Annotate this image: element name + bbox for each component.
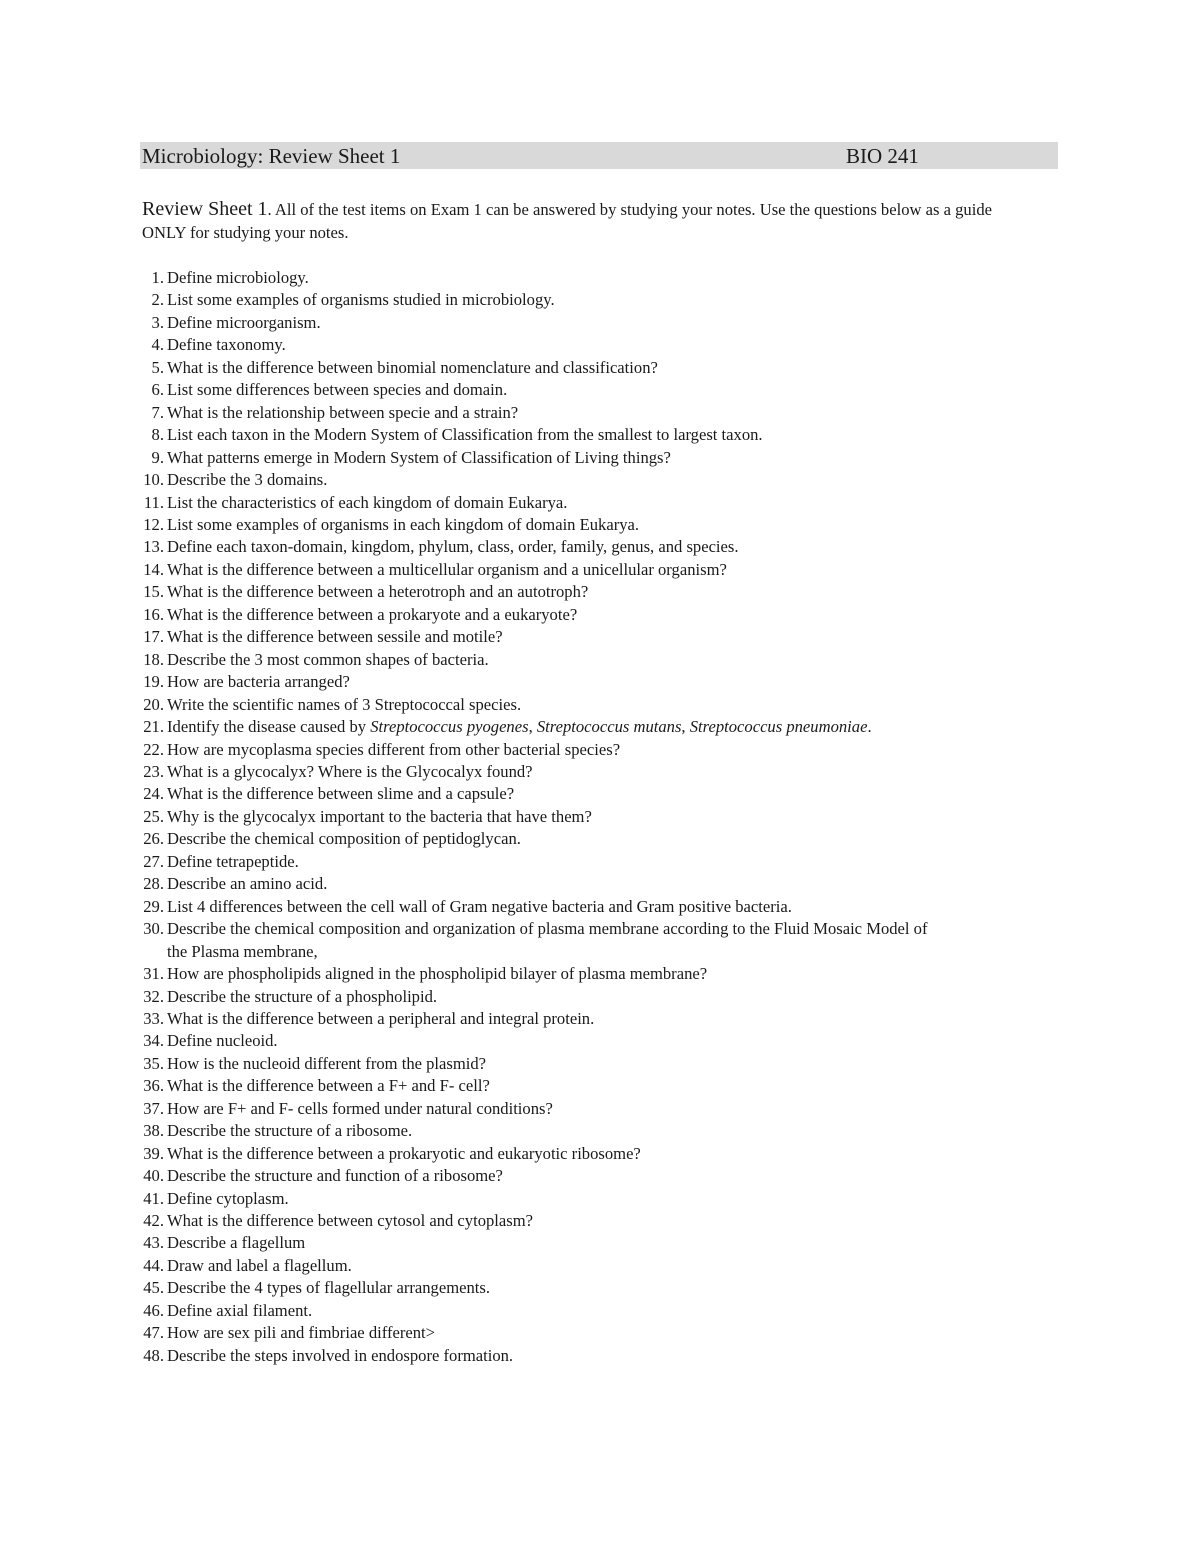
question-text: What patterns emerge in Modern System of Classification of Living things? — [167, 447, 671, 467]
question-number: 25. — [143, 806, 164, 826]
question-item — [0, 1053, 1200, 1075]
question-number: 17. — [143, 627, 164, 647]
question-item — [0, 514, 1200, 536]
question-number: 33. — [143, 1008, 164, 1028]
species-name: Streptococcus pneumoniae — [689, 717, 868, 737]
question-text: Define nucleoid. — [167, 1031, 278, 1051]
question-item — [0, 828, 1200, 850]
question-item — [0, 604, 1200, 626]
question-number: 4. — [151, 335, 164, 355]
question-text: Why is the glycocalyx important to the bacteria that have them? — [167, 806, 592, 826]
question-item — [0, 1165, 1200, 1187]
question-item — [0, 1075, 1200, 1097]
question-number: 22. — [143, 739, 164, 759]
question-item — [0, 1255, 1200, 1277]
question-text: What is the difference between a peripheral and integral protein. — [167, 1008, 595, 1028]
intro-lead: Review Sheet 1 — [142, 198, 268, 220]
question-text: What is the difference between sessile and motile? — [167, 627, 503, 647]
question-item — [0, 469, 1200, 491]
question-text: How are mycoplasma species different from other bacterial species? — [167, 739, 621, 759]
question-item — [0, 626, 1200, 648]
question-item — [0, 357, 1200, 379]
question-item — [0, 424, 1200, 446]
question-text: List 4 differences between the cell wall of Gram negative bacteria and Gram positive bacteria. — [167, 896, 792, 916]
question-number: 47. — [143, 1323, 164, 1343]
question-item — [0, 761, 1200, 783]
question-text: Describe the structure and function of a ribosome? — [167, 1166, 503, 1186]
question-text-part: , — [528, 717, 537, 737]
question-number: 24. — [143, 784, 164, 804]
question-number: 39. — [143, 1143, 164, 1163]
question-item — [0, 783, 1200, 805]
question-item — [0, 289, 1200, 311]
question-item — [0, 334, 1200, 356]
question-item — [0, 312, 1200, 334]
question-number: 20. — [143, 694, 164, 714]
question-number: 10. — [143, 470, 164, 490]
question-number: 16. — [143, 604, 164, 624]
question-item — [0, 1120, 1200, 1142]
question-item — [0, 694, 1200, 716]
course-code: BIO 241 — [846, 144, 919, 168]
question-text: List each taxon in the Modern System of Classification from the smallest to largest taxon. — [167, 425, 763, 445]
question-text: What is the difference between cytosol and cytoplasm? — [167, 1211, 534, 1231]
question-item — [0, 1143, 1200, 1165]
question-number: 3. — [151, 312, 164, 332]
question-text: What is the difference between a multicellular organism and a unicellular organism? — [167, 559, 727, 579]
question-text: What is the difference between slime and a capsule? — [167, 784, 515, 804]
question-number: 43. — [143, 1233, 164, 1253]
question-item — [0, 1210, 1200, 1232]
question-item — [0, 873, 1200, 895]
question-item — [0, 918, 1200, 963]
question-text: How are phospholipids aligned in the phospholipid bilayer of plasma membrane? — [167, 964, 708, 984]
question-text: What is a glycocalyx? Where is the Glycocalyx found? — [167, 761, 533, 781]
question-number: 28. — [143, 874, 164, 894]
intro-paragraph — [142, 198, 1032, 244]
question-item — [0, 986, 1200, 1008]
question-text: Describe a flagellum — [167, 1233, 306, 1253]
question-text: What is the relationship between specie and a strain? — [167, 402, 519, 422]
question-number: 14. — [143, 559, 164, 579]
question-number: 5. — [151, 357, 164, 377]
question-list — [0, 267, 1200, 1367]
question-number: 46. — [143, 1300, 164, 1320]
question-number: 12. — [143, 514, 164, 534]
question-number: 38. — [143, 1121, 164, 1141]
question-number: 13. — [143, 537, 164, 557]
question-text: Describe the 3 most common shapes of bacteria. — [167, 649, 489, 669]
question-item — [0, 896, 1200, 918]
question-item — [0, 379, 1200, 401]
question-number: 45. — [143, 1278, 164, 1298]
question-text-part: Identify the disease caused by — [167, 717, 371, 737]
question-text-part: , — [681, 717, 690, 737]
question-item — [0, 1008, 1200, 1030]
question-text: Define taxonomy. — [167, 335, 286, 355]
question-item — [0, 1300, 1200, 1322]
question-text: What is the difference between a prokaryote and a eukaryote? — [167, 604, 578, 624]
question-item — [0, 1188, 1200, 1210]
question-text: List the characteristics of each kingdom of domain Eukarya. — [167, 492, 568, 512]
question-item — [0, 1232, 1200, 1254]
question-number: 41. — [143, 1188, 164, 1208]
question-text: What is the difference between binomial nomenclature and classification? — [167, 357, 658, 377]
question-number: 2. — [151, 290, 164, 310]
question-text: Define tetrapeptide. — [167, 851, 299, 871]
question-text: What is the difference between a prokaryotic and eukaryotic ribosome? — [167, 1143, 641, 1163]
question-text: What is the difference between a heterotroph and an autotroph? — [167, 582, 589, 602]
question-item — [0, 581, 1200, 603]
question-number: 23. — [143, 761, 164, 781]
question-item — [0, 1345, 1200, 1367]
question-number: 8. — [151, 425, 164, 445]
question-text: List some examples of organisms studied in microbiology. — [167, 290, 555, 310]
question-item — [0, 447, 1200, 469]
question-text: How are bacteria arranged? — [167, 672, 350, 692]
question-item — [0, 536, 1200, 558]
question-number: 27. — [143, 851, 164, 871]
question-number: 29. — [143, 896, 164, 916]
question-text: How are F+ and F- cells formed under natural conditions? — [167, 1098, 553, 1118]
question-item — [0, 739, 1200, 761]
question-number: 37. — [143, 1098, 164, 1118]
question-number: 15. — [143, 582, 164, 602]
question-number: 18. — [143, 649, 164, 669]
question-text-part: . — [867, 717, 872, 737]
question-item — [0, 671, 1200, 693]
intro-text: . All of the test items on Exam 1 can be answered by studying your notes. Use the questions below as a guide ONLY for studying your notes. — [142, 200, 992, 242]
species-name: Streptococcus pyogenes — [370, 717, 529, 737]
question-number: 42. — [143, 1211, 164, 1231]
question-text: What is the difference between a F+ and F- cell? — [167, 1076, 490, 1096]
question-item — [0, 492, 1200, 514]
question-number: 31. — [143, 964, 164, 984]
question-text: List some differences between species and domain. — [167, 380, 508, 400]
question-item — [0, 1322, 1200, 1344]
question-text: Define cytoplasm. — [167, 1188, 289, 1208]
page-title: Microbiology: Review Sheet 1 — [142, 144, 401, 168]
question-text — [167, 716, 947, 738]
question-text: Define each taxon-domain, kingdom, phylum, class, order, family, genus, and species. — [167, 537, 739, 557]
question-text: Write the scientific names of 3 Streptococcal species. — [167, 694, 522, 714]
question-number: 36. — [143, 1076, 164, 1096]
question-text: Describe the structure of a ribosome. — [167, 1121, 413, 1141]
question-item — [0, 851, 1200, 873]
question-item — [0, 1098, 1200, 1120]
question-number: 35. — [143, 1053, 164, 1073]
question-item — [0, 1277, 1200, 1299]
question-text: Define microorganism. — [167, 312, 321, 332]
question-item — [0, 402, 1200, 424]
question-number: 44. — [143, 1255, 164, 1275]
question-number: 32. — [143, 986, 164, 1006]
question-text: Define axial filament. — [167, 1300, 313, 1320]
question-item — [0, 267, 1200, 289]
question-item — [0, 649, 1200, 671]
question-number: 34. — [143, 1031, 164, 1051]
question-item — [0, 806, 1200, 828]
question-text: Describe the chemical composition and organization of plasma membrane according to the Fluid Mosaic Model of the Plasma membrane, — [167, 919, 928, 961]
question-number: 6. — [151, 380, 164, 400]
question-number: 30. — [143, 919, 164, 939]
question-number: 48. — [143, 1345, 164, 1365]
question-text: Define microbiology. — [167, 268, 309, 287]
question-item — [0, 963, 1200, 985]
question-text: Draw and label a flagellum. — [167, 1255, 352, 1275]
question-item — [0, 1030, 1200, 1052]
question-text: How are sex pili and fimbriae different> — [167, 1323, 436, 1343]
question-number: 9. — [151, 447, 164, 467]
question-text: Describe the structure of a phospholipid. — [167, 986, 438, 1006]
question-text: Describe the chemical composition of peptidoglycan. — [167, 829, 521, 849]
question-item — [0, 559, 1200, 581]
header-bar — [140, 142, 1058, 169]
species-name: Streptococcus mutans — [536, 717, 682, 737]
question-text: Describe the 4 types of flagellular arrangements. — [167, 1278, 490, 1298]
question-number: 21. — [143, 717, 164, 737]
question-text: Describe the steps involved in endospore formation. — [167, 1345, 514, 1365]
question-text: How is the nucleoid different from the plasmid? — [167, 1053, 487, 1073]
question-text: List some examples of organisms in each kingdom of domain Eukarya. — [167, 514, 640, 534]
question-number: 19. — [143, 672, 164, 692]
question-number: 26. — [143, 829, 164, 849]
question-number: 1. — [151, 268, 164, 287]
question-number: 7. — [151, 402, 164, 422]
question-number: 40. — [143, 1166, 164, 1186]
question-item — [0, 716, 1200, 738]
question-text: Describe an amino acid. — [167, 874, 328, 894]
question-text: Describe the 3 domains. — [167, 470, 328, 490]
question-number: 11. — [143, 492, 164, 512]
